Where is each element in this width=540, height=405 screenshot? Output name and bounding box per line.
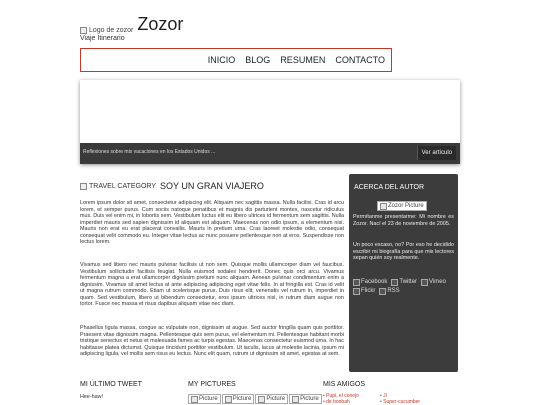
picture-alt: Picture <box>199 396 218 402</box>
post-title: SOY UN GRAN VIAJERO <box>160 181 264 191</box>
facebook-link[interactable] <box>353 278 387 286</box>
post-paragraph: Lorem ipsum dolor sit amet, consectetur adipiscing elit. Aliquam nec sagittis massa. Nulla facilisi. Cras id arcu lorem, et semper purus. Cum sociis natoque penatibus et magnis dis parturient montes, nascetur ridiculus mus. Duis vel enim mi, in lobortis sem. Vestibulum luctus elit eu libero ultrices id fermentum sem sagittis. Nulla imperdiet mauris sed sapien dignissim id aliquam est aliquam. Maecenas non odio ipsum, a elementum nisi. Mauris non erat eu erat placerat convallis. Mauris in pretium urna. Cras laoreet molestie odio, consequat consequat velit commodo eu. Integer vitae lectus ac nunc posuere pellentesque non at eros. Suspendisse non lectus lorem. <box>80 200 344 245</box>
vimeo-icon <box>421 279 428 286</box>
rss-icon <box>379 288 386 295</box>
site-header <box>80 14 183 34</box>
post-paragraph: Vivamus sed libero nec mauris pulvinar facilisis ut non sem. Quisque mollis ullamcorper diam vel faucibus. Vestibulum sollicitudin facilisis feugiat. Nulla euismod sodales hendrerit. Donec quis orci arcu. Vivamus fermentum magna a erat ullamcorper dignissim pretium nunc aliquam. Aenean pulvinar condimentum enim a dignissim. Vivamus sit amet lectus at ante adipiscing adipiscing eget vitae felis. In at fringilla est. Cras id velit ut magna rutrum commodo. Etiam ut scelerisque purus. Duis risus elit, venenatis vel rutrum in, imperdiet in quam. Sed vestibulum, libero ut bibendum consectetur, eros ipsum ultrices nisl, in rutrum diam augue non tortor. Fusce nec massa et risus dapibus aliquam vitae nec diam. <box>80 262 344 307</box>
site-tagline: Viaje Itinerario <box>80 35 125 42</box>
slider-caption-bar <box>80 143 460 164</box>
broken-image-icon <box>380 203 387 210</box>
author-intro-text: Permítanme presentarme: Mi nombre es Zozor. Nací el 23 de noviembre de 2005. <box>353 214 454 227</box>
site-title[interactable]: Zozor <box>137 14 184 34</box>
friend-link-continued[interactable]: • de bonbah <box>323 400 359 405</box>
nav-item-resumen[interactable]: RESUMEN <box>280 55 326 65</box>
rss-link[interactable] <box>379 287 399 295</box>
picture-alt: Picture <box>300 396 319 402</box>
friend-link[interactable]: • Ji <box>380 394 420 400</box>
friend-link[interactable]: • Super-cucumber <box>380 400 420 405</box>
site-logo[interactable] <box>80 27 133 34</box>
sidebar-heading: ACERCA DEL AUTOR <box>354 184 425 191</box>
friend-link[interactable]: • Pupi, el conejo <box>323 394 359 400</box>
vimeo-alt: Vimeo <box>429 279 446 285</box>
pictures-gallery <box>188 394 322 404</box>
vimeo-link[interactable] <box>421 278 446 286</box>
author-photo-alt: Zozor Picture <box>388 203 424 209</box>
facebook-alt: Facebook <box>361 279 388 285</box>
nav-item-contacto[interactable]: CONTACTO <box>335 55 385 65</box>
post-paragraph: Phasellus ligula massa, congue ac vulputate non, dignissim at augue. Sed auctor fringilla quam quis porttitor. Praesent vitae dignissim magna. Pellentesque quis sem purus, vel elementum mi. Pellentesque habitant morbi tristique senectus et netus et malesuada fames ac turpis egestas. Maecenas consectetur euismod urna. In hac habitasse platea dictumst. Quisque tincidunt porttitor vestibulum. Ut iaculis, lacus at molestie lacinia, ipsum mi adipiscing ligula, vel mollis sem risus eu lectus. Nunc elit quam, rutrum ut dignissim sit amet, egestas at sem. <box>80 325 344 357</box>
featured-slider <box>80 80 460 164</box>
main-nav <box>80 48 392 72</box>
facebook-icon <box>353 279 360 286</box>
slider-caption: Reflexiones sobre mis vacaciones en los Estados Unidos ... <box>83 149 216 155</box>
broken-image-icon <box>80 183 87 190</box>
broken-image-icon <box>292 396 299 403</box>
friends-heading: MIS AMIGOS <box>323 381 366 388</box>
twitter-alt: Twitter <box>399 279 418 285</box>
nav-item-inicio[interactable]: INICIO <box>207 55 236 65</box>
author-photo <box>377 201 427 211</box>
rss-alt: RSS <box>387 288 400 294</box>
latest-tweet: Hee-haw! <box>80 394 104 400</box>
social-links <box>353 278 454 295</box>
logo-alt-text: Logo de zozor <box>89 27 134 34</box>
nav-item-blog[interactable]: BLOG <box>245 55 271 65</box>
broken-image-icon <box>225 396 232 403</box>
gallery-picture[interactable] <box>188 394 221 404</box>
flickr-alt: Flickr <box>361 288 376 294</box>
flickr-link[interactable] <box>353 287 375 295</box>
twitter-link[interactable] <box>391 278 417 286</box>
pictures-heading: MY PICTURES <box>188 381 236 388</box>
category-image <box>80 183 156 190</box>
gallery-picture[interactable] <box>255 394 288 404</box>
picture-alt: Picture <box>232 396 252 402</box>
broken-image-icon <box>258 396 265 403</box>
gallery-picture[interactable] <box>222 394 255 404</box>
tweet-heading: MI ÚLTIMO TWEET <box>80 381 142 388</box>
author-bio-text: Un poco escaso, no? Por eso he decidido escribir mi biografía para que mis lectores sepan quién soy realmente. <box>353 242 454 261</box>
broken-image-icon <box>80 27 87 34</box>
about-author-sidebar <box>349 174 458 372</box>
twitter-icon <box>391 279 398 286</box>
broken-image-icon <box>191 396 198 403</box>
flickr-icon <box>353 288 360 295</box>
picture-alt: Picture <box>266 396 286 402</box>
gallery-picture[interactable] <box>289 394 322 404</box>
category-alt-text: TRAVEL CATEGORY <box>89 182 157 190</box>
view-article-button[interactable]: Ver artículo <box>417 146 456 160</box>
post-header <box>80 181 264 191</box>
